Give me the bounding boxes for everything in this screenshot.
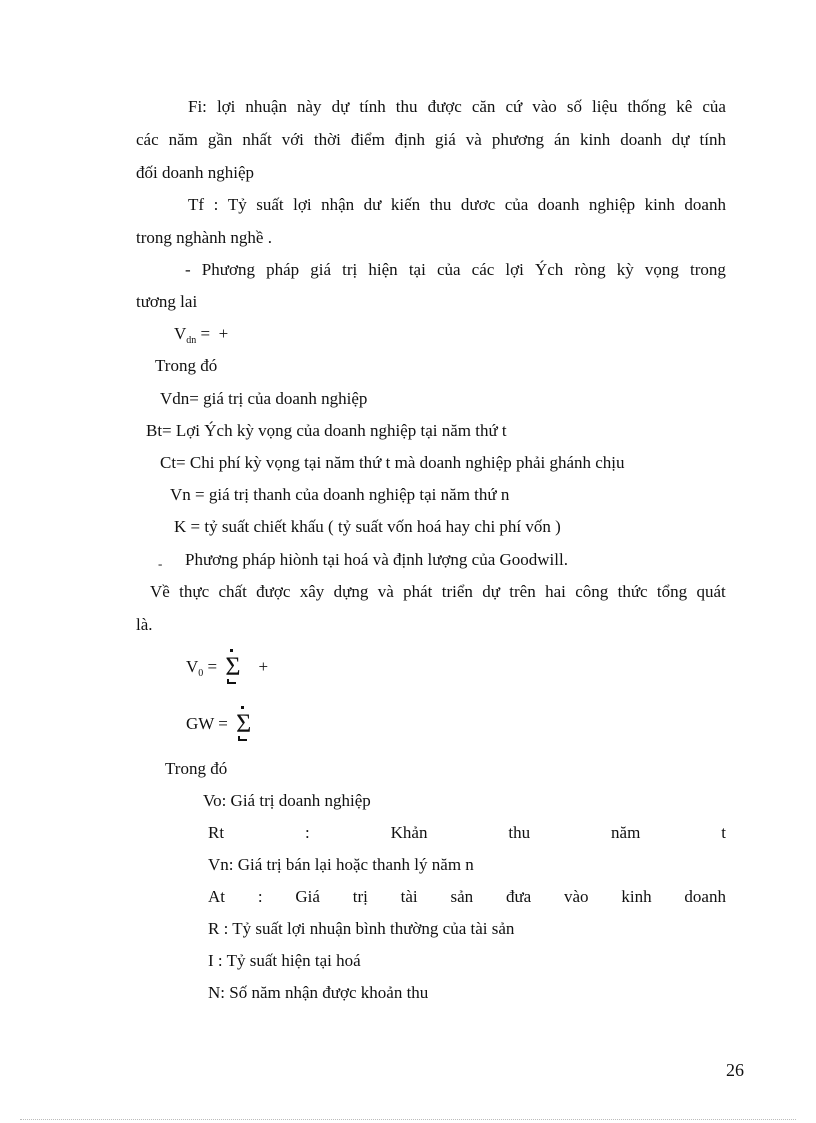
formula-vdn <box>174 323 228 348</box>
para1-line3: đối doanh nghiệp <box>136 163 255 182</box>
bullet-goodwill <box>158 549 568 572</box>
word: nhất <box>242 130 272 149</box>
word: thực <box>179 582 210 601</box>
word: sản <box>450 887 474 906</box>
word: lợi <box>505 260 524 279</box>
word: trên <box>509 582 536 601</box>
def-k: K = tỷ suất chiết khấu ( tỷ suất vốn hoá hay chi phí vốn ) <box>174 517 561 536</box>
word: kinh <box>644 195 675 214</box>
word: thu <box>395 97 418 116</box>
def2-n: N: Số năm nhận được khoản thu <box>208 983 429 1002</box>
word: tính <box>359 97 386 116</box>
word: Rt <box>208 823 225 842</box>
word: dựng <box>333 582 369 601</box>
word: t <box>721 823 726 842</box>
def2-i: I : Tỷ suất hiện tại hoá <box>208 951 361 970</box>
para1-line2 <box>136 129 726 151</box>
trong-do-2: Trong đó <box>165 759 228 778</box>
word: các <box>136 130 159 149</box>
word: suất <box>256 195 284 214</box>
def2-r: R : Tỷ suất lợi nhuận bình thường của tài sản <box>208 919 515 938</box>
word: phương <box>491 130 545 149</box>
word: tổng <box>656 582 688 601</box>
word: điểm <box>350 130 385 149</box>
word: vọng <box>644 260 679 279</box>
word: năm <box>611 823 641 842</box>
word: của <box>436 260 461 279</box>
word: hiện <box>368 260 398 279</box>
word: : <box>213 195 219 214</box>
word: quát <box>696 582 726 601</box>
formula-vdn-rest: = + <box>196 324 229 343</box>
word: dư <box>363 195 382 214</box>
word: doanh <box>684 887 726 906</box>
footer-divider <box>20 1119 796 1120</box>
word: đưa <box>505 887 532 906</box>
word: dự <box>331 97 350 116</box>
formula-v0-plus: + <box>258 657 269 676</box>
word: công <box>575 582 609 601</box>
para4-line1 <box>150 581 726 603</box>
para1-line1 <box>188 96 726 118</box>
word: án <box>554 130 571 149</box>
word: trị <box>342 260 358 279</box>
formula-vdn-sub: dn <box>186 335 197 346</box>
word: hai <box>545 582 566 601</box>
word: chất <box>218 582 247 601</box>
para3-line2: tương lai <box>136 292 198 311</box>
word: Phương <box>201 260 255 279</box>
word: kinh <box>621 887 652 906</box>
def2-rt <box>208 822 726 844</box>
word: ròng <box>574 260 606 279</box>
word: căn <box>471 97 496 116</box>
word: triển <box>441 582 473 601</box>
word: các <box>471 260 495 279</box>
word: Tf <box>188 195 205 214</box>
para2-line2: trong nghành nghề . <box>136 228 272 247</box>
bullet-mark: - <box>158 556 163 571</box>
word: Khản <box>390 823 428 842</box>
formula-v0-sub: 0 <box>198 668 204 679</box>
word: Fi: <box>188 97 207 116</box>
word: pháp <box>266 260 300 279</box>
word: năm <box>168 130 198 149</box>
word: Ých <box>534 260 564 279</box>
def2-vo: Vo: Giá trị doanh nghiệp <box>203 791 371 810</box>
word: giá <box>435 130 456 149</box>
word: tại <box>408 260 426 279</box>
word: dự <box>482 582 500 601</box>
word: : <box>257 887 263 906</box>
word: trị <box>352 887 368 906</box>
para3-line1 <box>185 259 726 281</box>
word: lợi <box>216 97 236 116</box>
word: lợi <box>293 195 312 214</box>
word: thu <box>429 195 452 214</box>
word: kinh <box>580 130 611 149</box>
word: kê <box>676 97 693 116</box>
word: doanh <box>620 130 662 149</box>
page-number: 26 <box>726 1060 744 1080</box>
word: thu <box>508 823 531 842</box>
word: vào <box>532 97 557 116</box>
word: thức <box>617 582 648 601</box>
word: phát <box>403 582 433 601</box>
word: dươc <box>460 195 496 214</box>
para2-line1 <box>188 194 726 216</box>
word: doanh <box>684 195 726 214</box>
word: Về <box>150 582 170 601</box>
word: này <box>296 97 322 116</box>
formula-vdn-v: V <box>174 324 187 343</box>
word: kiến <box>390 195 421 214</box>
word: số <box>566 97 582 116</box>
word: nhận <box>321 195 355 214</box>
def2-vn: Vn: Giá trị bán lại hoặc thanh lý năm n <box>208 855 474 874</box>
word: tính <box>699 130 726 149</box>
word: vào <box>564 887 589 906</box>
word: Giá <box>295 887 320 906</box>
def-vn: Vn = giá trị thanh của doanh nghiệp tại năm thứ n <box>170 485 510 504</box>
word: thời <box>313 130 341 149</box>
def-ct: Ct= Chi phí kỳ vọng tại năm thứ t mà doanh nghiệp phải ghánh chịu <box>160 453 625 472</box>
word: thống <box>627 97 667 116</box>
word: liệu <box>592 97 618 116</box>
word: của <box>702 97 726 116</box>
word: của <box>504 195 529 214</box>
sigma-icon: Σ <box>232 710 251 735</box>
word: doanh <box>537 195 580 214</box>
def-bt: Bt= Lợi Ých kỳ vọng của doanh nghiệp tại năm thứ t <box>146 421 507 440</box>
formula-gw-lhs: GW = <box>186 714 233 733</box>
bullet-text: Phương pháp hiònh tại hoá và định lượng của Goodwill. <box>185 550 568 569</box>
word: xây <box>299 582 325 601</box>
word: nghiệp <box>588 195 636 214</box>
word: Tỷ <box>227 195 247 214</box>
word: trong <box>689 260 726 279</box>
formula-v0-v: V <box>186 657 199 676</box>
word: kỳ <box>616 260 634 279</box>
word: giá <box>310 260 332 279</box>
word: với <box>281 130 304 149</box>
word: định <box>394 130 426 149</box>
word: : <box>304 823 310 842</box>
sigma-icon: Σ <box>221 653 240 678</box>
word: cứ <box>505 97 523 116</box>
word: At <box>208 887 225 906</box>
def-vdn: Vdn= giá trị của doanh nghiệp <box>160 389 368 408</box>
word: và <box>465 130 482 149</box>
trong-do-1: Trong đó <box>155 356 218 375</box>
formula-v0 <box>186 653 268 681</box>
word: gần <box>207 130 233 149</box>
word: nhuận <box>245 97 287 116</box>
word: được <box>427 97 462 116</box>
word: và <box>377 582 394 601</box>
para4-line2: là. <box>136 615 153 634</box>
word: dự <box>671 130 690 149</box>
formula-v0-eq: = <box>203 657 222 676</box>
word: được <box>256 582 291 601</box>
def2-at <box>208 886 726 908</box>
formula-gw <box>186 709 252 738</box>
word: - <box>185 260 191 279</box>
word: tài <box>400 887 418 906</box>
